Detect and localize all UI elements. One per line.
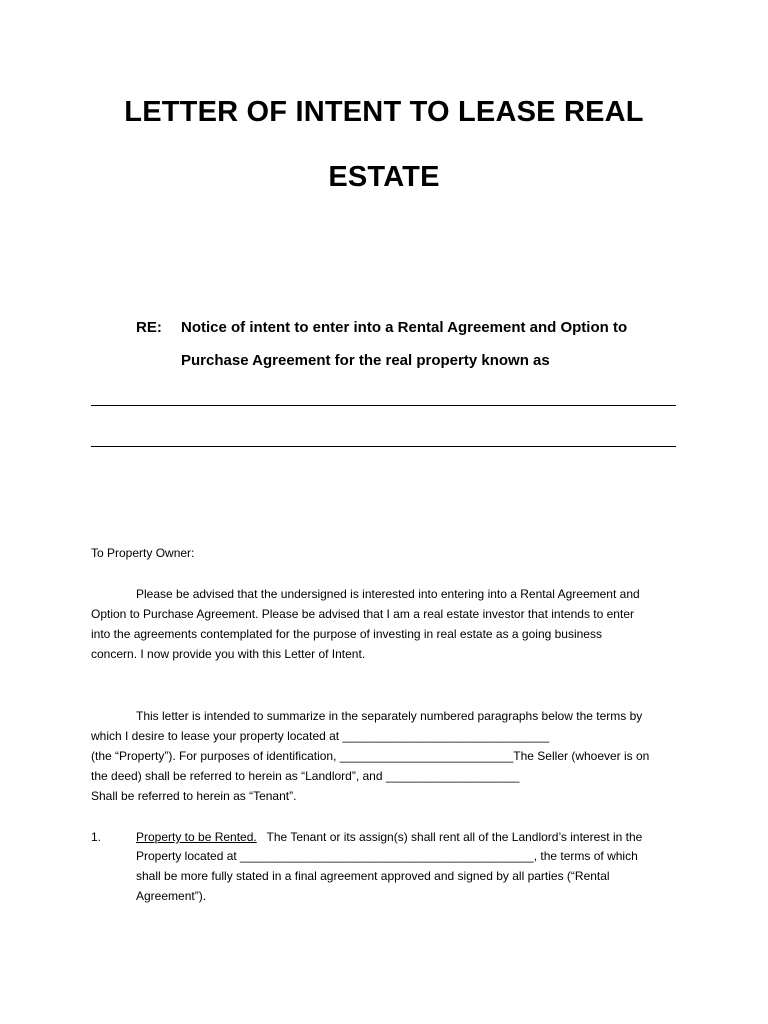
paragraph-2-line-5: Shall be referred to herein as “Tenant”.	[91, 789, 297, 803]
document-title-line-2: ESTATE	[328, 161, 440, 193]
section-1-line-1-text: The Tenant or its assign(s) shall rent all of the Landlord’s interest in the	[256, 830, 643, 844]
salutation: To Property Owner:	[91, 546, 195, 560]
paragraph-1-line-1: Please be advised that the undersigned is interested into entering into a Rental Agreement and	[136, 587, 640, 601]
paragraph-1-line-3: into the agreements contemplated for the purpose of investing in real estate as a going business	[91, 627, 602, 641]
re-label: RE:	[136, 319, 162, 336]
paragraph-2-line-3: (the “Property”). For purposes of identification, __________________________The Seller (whoever is on	[91, 749, 650, 763]
re-subject-line-2: Purchase Agreement for the real property known as	[181, 352, 550, 369]
paragraph-2-line-2: which I desire to lease your property located at _______________________________	[91, 729, 550, 743]
re-subject-line-1: Notice of intent to enter into a Rental Agreement and Option to	[181, 319, 628, 336]
section-1-heading: Property to be Rented.	[136, 830, 257, 844]
section-1-number: 1.	[91, 830, 102, 844]
section-1-line-1	[136, 830, 642, 844]
document-title-line-1: LETTER OF INTENT TO LEASE REAL	[124, 96, 644, 128]
section-1-line-3: shall be more fully stated in a final agreement approved and signed by all parties (“Rental	[136, 869, 610, 883]
paragraph-2-line-4: the deed) shall be referred to herein as “Landlord”, and ____________________	[91, 769, 520, 783]
section-1-line-2: Property located at ____________________________________________, the terms of which	[136, 849, 638, 863]
paragraph-2-line-1: This letter is intended to summarize in the separately numbered paragraphs below the terms by	[136, 709, 643, 723]
property-blank-line-1	[91, 405, 676, 406]
section-1-line-4: Agreement”).	[136, 889, 207, 903]
property-blank-line-2	[91, 446, 676, 447]
paragraph-1-line-2: Option to Purchase Agreement. Please be advised that I am a real estate investor that intends to enter	[91, 607, 634, 621]
paragraph-1-line-4: concern. I now provide you with this Letter of Intent.	[91, 647, 366, 661]
